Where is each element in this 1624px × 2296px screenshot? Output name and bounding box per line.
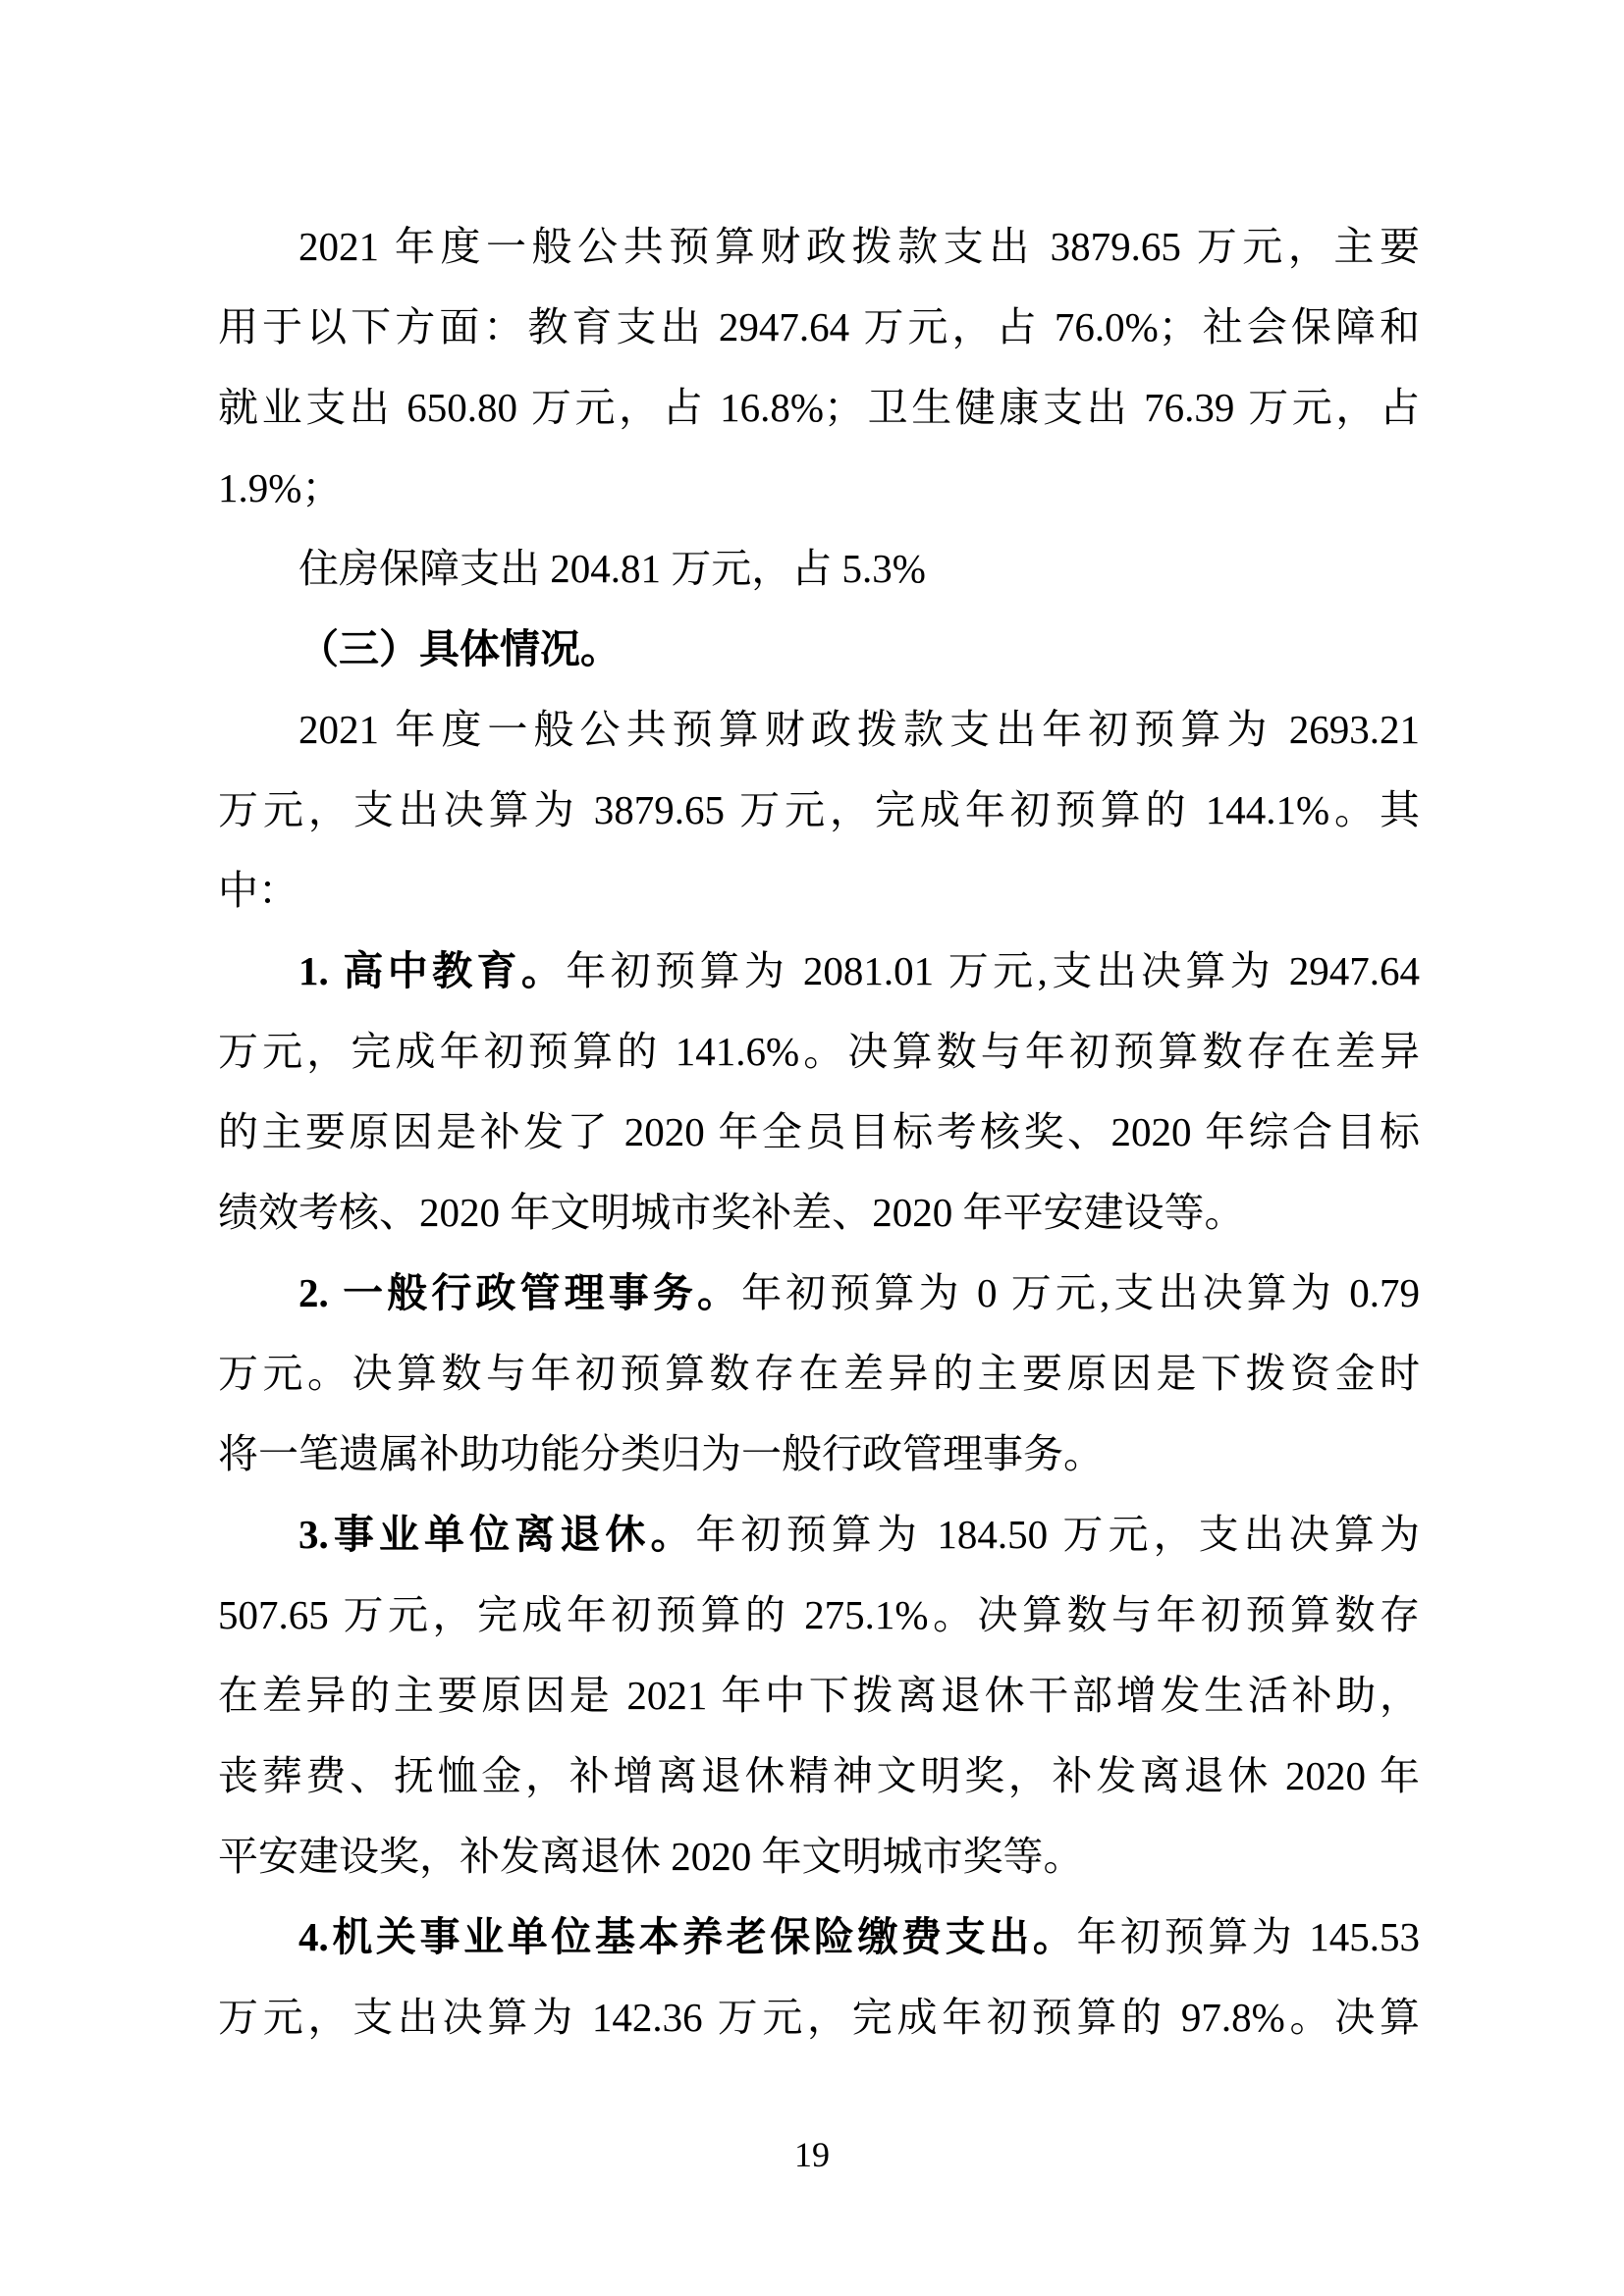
line-17-item3-heading bbox=[218, 1494, 1420, 1575]
text-run: 绩效考核、2020 年文明城市奖补差、2020 年平安建设等。 bbox=[218, 1190, 1245, 1235]
line-02 bbox=[218, 287, 1420, 367]
body-text bbox=[218, 206, 1420, 2057]
text-run: 1.9%； bbox=[218, 465, 343, 510]
line-14-item2-heading bbox=[218, 1253, 1420, 1333]
line-22-item4-heading bbox=[218, 1896, 1420, 1977]
text-run: 平安建设奖，补发离退休 2020 年文明城市奖等。 bbox=[218, 1834, 1084, 1879]
line-19 bbox=[218, 1655, 1420, 1735]
text-run: 就业支出 650.80 万元，占 16.8%；卫生健康支出 76.39 万元，占 bbox=[218, 385, 1420, 430]
line-04 bbox=[218, 448, 1420, 528]
bold-heading-run: 3.事业单位离退休。 bbox=[298, 1512, 696, 1557]
text-run: 507.65 万元，完成年初预算的 275.1%。决算数与年初预算数存 bbox=[218, 1592, 1420, 1637]
line-08 bbox=[218, 770, 1420, 850]
text-run: 2021 年度一般公共预算财政拨款支出年初预算为 2693.21 bbox=[298, 707, 1420, 752]
page-number: 19 bbox=[794, 2135, 830, 2174]
text-run: 用于以下方面：教育支出 2947.64 万元，占 76.0%；社会保障和 bbox=[218, 304, 1420, 349]
line-15 bbox=[218, 1333, 1420, 1414]
line-10-item1-heading bbox=[218, 931, 1420, 1011]
text-run: 万元，完成年初预算的 141.6%。决算数与年初预算数存在差异 bbox=[218, 1029, 1420, 1074]
text-run: 年初预算为 184.50 万元，支出决算为 bbox=[695, 1512, 1420, 1557]
line-03 bbox=[218, 367, 1420, 448]
text-run: 万元。决算数与年初预算数存在差异的主要原因是下拨资金时 bbox=[218, 1351, 1420, 1396]
text-run: 2021 年度一般公共预算财政拨款支出 3879.65 万元，主要 bbox=[298, 224, 1420, 269]
line-06-section-heading bbox=[218, 609, 1420, 689]
line-21 bbox=[218, 1816, 1420, 1896]
line-13 bbox=[218, 1172, 1420, 1253]
bold-heading-run: （三）具体情况。 bbox=[298, 626, 621, 671]
line-18 bbox=[218, 1575, 1420, 1655]
line-20 bbox=[218, 1735, 1420, 1816]
line-05 bbox=[218, 528, 1420, 609]
text-run: 年初预算为 2081.01 万元,支出决算为 2947.64 bbox=[566, 948, 1420, 993]
bold-heading-run: 4.机关事业单位基本养老保险缴费支出。 bbox=[298, 1914, 1077, 1959]
text-run: 在差异的主要原因是 2021 年中下拨离退休干部增发生活补助， bbox=[218, 1673, 1420, 1718]
text-run: 年初预算为 0 万元,支出决算为 0.79 bbox=[741, 1270, 1420, 1315]
text-run: 的主要原因是补发了 2020 年全员目标考核奖、2020 年综合目标 bbox=[218, 1109, 1420, 1154]
line-09 bbox=[218, 850, 1420, 931]
bold-heading-run: 2. 一般行政管理事务。 bbox=[298, 1270, 742, 1315]
line-11 bbox=[218, 1011, 1420, 1092]
line-23 bbox=[218, 1977, 1420, 2057]
text-run: 住房保障支出 204.81 万元，占 5.3% bbox=[298, 546, 926, 591]
line-07 bbox=[218, 689, 1420, 770]
line-12 bbox=[218, 1092, 1420, 1172]
text-run: 将一笔遗属补助功能分类归为一般行政管理事务。 bbox=[218, 1431, 1104, 1476]
text-run: 万元，支出决算为 3879.65 万元，完成年初预算的 144.1%。其 bbox=[218, 787, 1420, 832]
text-run: 中： bbox=[218, 868, 298, 913]
text-run: 万元，支出决算为 142.36 万元，完成年初预算的 97.8%。决算 bbox=[218, 1995, 1420, 2040]
line-01 bbox=[218, 206, 1420, 287]
line-16 bbox=[218, 1414, 1420, 1494]
text-run: 丧葬费、抚恤金，补增离退休精神文明奖，补发离退休 2020 年 bbox=[218, 1753, 1420, 1798]
bold-heading-run: 1. 高中教育。 bbox=[298, 948, 567, 993]
text-run: 年初预算为 145.53 bbox=[1076, 1914, 1420, 1959]
